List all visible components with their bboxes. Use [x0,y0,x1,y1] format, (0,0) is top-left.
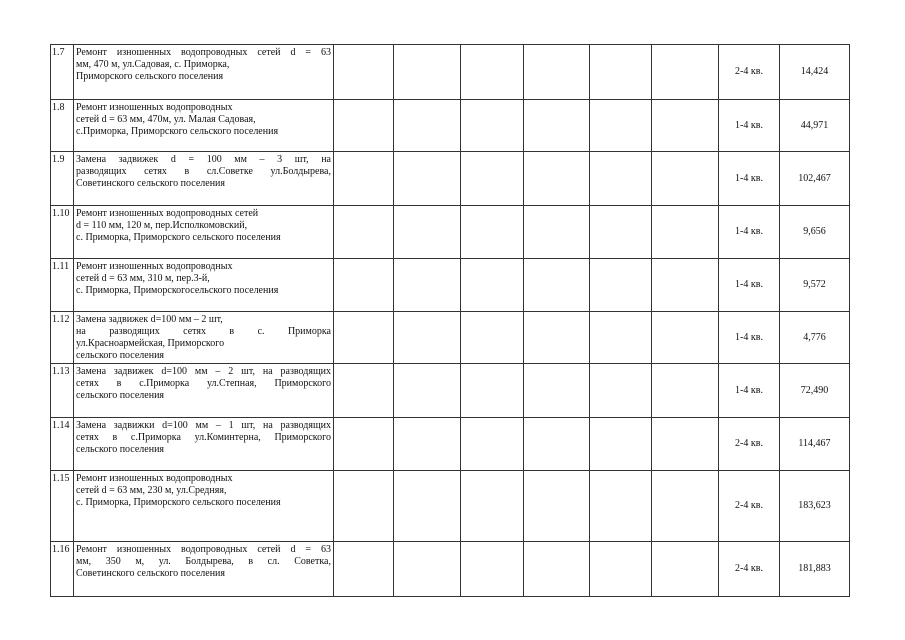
table-row [51,312,850,364]
description-line: Ремонт изношенных водопроводных сетей d = 63 [76,47,331,58]
empty-cell [334,312,394,364]
amount-cell: 72,490 [780,364,850,418]
empty-cell [590,312,652,364]
amount-cell: 183,623 [780,471,850,542]
empty-cell [394,206,461,259]
work-description [74,206,334,259]
empty-cell [590,100,652,152]
description-line: сетей d = 63 мм, 230 м, ул.Средняя, [76,485,227,496]
table-row [51,259,850,312]
period-cell: 2-4 кв. [719,45,780,100]
work-description [74,312,334,364]
table-row [51,542,850,597]
empty-cell [652,312,719,364]
empty-cell [394,259,461,312]
table-row [51,471,850,542]
description-line: сетей d = 63 мм, 310 м, пер.3-й, [76,273,210,284]
period-cell: 2-4 кв. [719,418,780,471]
description-line: Советинского сельского поселения [76,568,226,579]
empty-cell [590,364,652,418]
amount-cell: 114,467 [780,418,850,471]
empty-cell [394,471,461,542]
work-description [74,152,334,206]
description-line: с. Приморка, Приморского сельского поселения [76,497,281,508]
description-line: с. Приморка, Приморского сельского поселения [76,232,281,243]
row-number: 1.15 [51,471,74,542]
amount-cell: 4,776 [780,312,850,364]
description-line: Ремонт изношенных водопроводных сетей [76,208,259,219]
description-line: сельского поселения [76,444,165,455]
table-row [51,418,850,471]
period-cell: 1-4 кв. [719,312,780,364]
empty-cell [652,259,719,312]
description-line: Ремонт изношенных водопроводных сетей d = 63 [76,544,331,555]
empty-cell [590,418,652,471]
work-description [74,45,334,100]
empty-cell [334,418,394,471]
table-row [51,152,850,206]
empty-cell [334,152,394,206]
empty-cell [590,471,652,542]
empty-cell [394,312,461,364]
empty-cell [334,206,394,259]
empty-cell [524,312,590,364]
table-row [51,206,850,259]
description-line: мм, 470 м, ул.Садовая, с. Приморка, [76,59,230,70]
amount-cell: 9,656 [780,206,850,259]
amount-cell: 9,572 [780,259,850,312]
empty-cell [652,471,719,542]
amount-cell: 102,467 [780,152,850,206]
amount-cell: 44,971 [780,100,850,152]
row-number: 1.16 [51,542,74,597]
period-cell: 1-4 кв. [719,364,780,418]
row-number: 1.9 [51,152,74,206]
empty-cell [334,471,394,542]
amount-cell: 181,883 [780,542,850,597]
empty-cell [394,152,461,206]
description-line: сетей d = 63 мм, 470м, ул. Малая Садовая, [76,114,256,125]
empty-cell [461,206,524,259]
description-line: на разводящих сетях в с. Приморка [76,326,331,337]
works-table-body [51,45,850,597]
empty-cell [394,542,461,597]
empty-cell [461,152,524,206]
empty-cell [524,542,590,597]
empty-cell [334,100,394,152]
period-cell: 1-4 кв. [719,206,780,259]
row-number: 1.12 [51,312,74,364]
work-description [74,471,334,542]
empty-cell [461,542,524,597]
table-row [51,100,850,152]
empty-cell [652,206,719,259]
description-line: Советинского сельского поселения [76,178,226,189]
empty-cell [524,152,590,206]
period-cell: 2-4 кв. [719,542,780,597]
empty-cell [590,259,652,312]
work-description [74,418,334,471]
description-line: Замена задвижки d=100 мм – 1 шт, на разводящих [76,420,331,431]
description-line: мм, 350 м, ул. Болдырева, в сл. Советка, [76,556,331,567]
period-cell: 1-4 кв. [719,152,780,206]
description-line: сельского поселения [76,390,165,401]
table-row [51,364,850,418]
work-description [74,100,334,152]
description-line: с. Приморка, Приморскогосельского поселения [76,285,279,296]
description-line: d = 110 мм, 120 м, пер.Исполкомовский, [76,220,248,231]
empty-cell [334,259,394,312]
empty-cell [652,418,719,471]
description-line: Замена задвижек d=100 мм – 2 шт, [76,314,223,325]
empty-cell [524,45,590,100]
row-number: 1.8 [51,100,74,152]
description-line: Замена задвижек d = 100 мм – 3 шт, на [76,154,331,165]
period-cell: 1-4 кв. [719,100,780,152]
empty-cell [524,418,590,471]
row-number: 1.13 [51,364,74,418]
empty-cell [394,418,461,471]
period-cell: 2-4 кв. [719,471,780,542]
description-line: сельского поселения [76,350,165,361]
empty-cell [524,471,590,542]
empty-cell [394,45,461,100]
empty-cell [334,364,394,418]
empty-cell [652,152,719,206]
empty-cell [461,471,524,542]
row-number: 1.7 [51,45,74,100]
empty-cell [461,259,524,312]
empty-cell [461,312,524,364]
description-line: с.Приморка, Приморского сельского поселения [76,126,279,137]
empty-cell [394,364,461,418]
empty-cell [524,364,590,418]
work-description [74,542,334,597]
empty-cell [590,152,652,206]
empty-cell [394,100,461,152]
empty-cell [334,542,394,597]
description-line: Ремонт изношенных водопроводных [76,473,233,484]
empty-cell [590,542,652,597]
works-table [50,44,850,597]
period-cell: 1-4 кв. [719,259,780,312]
empty-cell [334,45,394,100]
empty-cell [461,100,524,152]
work-description [74,364,334,418]
description-line: Ремонт изношенных водопроводных [76,261,233,272]
empty-cell [652,100,719,152]
work-description [74,259,334,312]
description-line: разводящих сетях в сл.Советке ул.Болдырева, [76,166,331,177]
empty-cell [652,364,719,418]
empty-cell [590,206,652,259]
empty-cell [524,206,590,259]
table-row [51,45,850,100]
empty-cell [524,100,590,152]
empty-cell [461,418,524,471]
row-number: 1.14 [51,418,74,471]
empty-cell [461,45,524,100]
description-line: сетях в с.Приморка ул.Коминтерна, Приморского [76,432,331,443]
empty-cell [652,542,719,597]
empty-cell [590,45,652,100]
description-line: Ремонт изношенных водопроводных [76,102,233,113]
description-line: Замена задвижек d=100 мм – 2 шт, на разводящих [76,366,331,377]
empty-cell [652,45,719,100]
empty-cell [524,259,590,312]
amount-cell: 14,424 [780,45,850,100]
description-line: сетях в с.Приморка ул.Степная, Приморского [76,378,331,389]
row-number: 1.10 [51,206,74,259]
empty-cell [461,364,524,418]
description-line: Приморского сельского поселения [76,71,224,82]
row-number: 1.11 [51,259,74,312]
description-line: ул.Красноармейская, Приморского [76,338,225,349]
